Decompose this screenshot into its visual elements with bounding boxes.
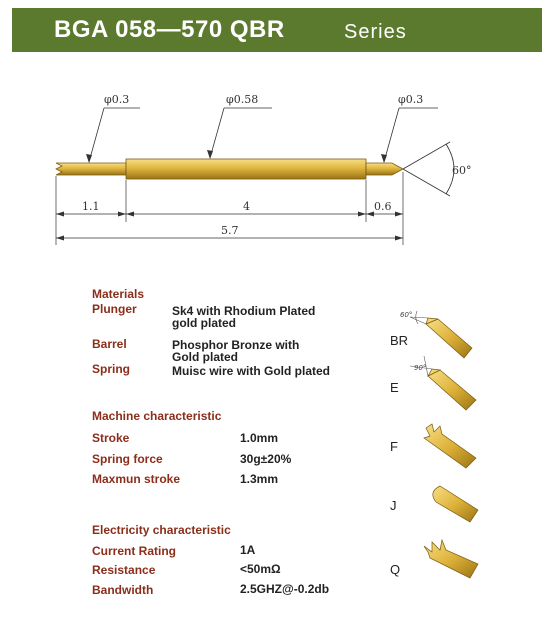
barrel-value: Phosphor Bronze with Gold plated	[172, 338, 300, 364]
plunger-label: Plunger	[92, 302, 137, 316]
spring-force-label: Spring force	[92, 452, 163, 466]
resistance-label: Resistance	[92, 563, 156, 577]
tip-f-label: F	[390, 439, 398, 454]
dia-left-label: φ0.3	[104, 93, 130, 106]
tip-q-label: Q	[390, 562, 401, 577]
tip-j-label: J	[390, 498, 397, 513]
tip-j-icon	[433, 486, 478, 522]
materials-heading: Materials	[92, 287, 145, 301]
tip-br-icon	[400, 311, 472, 358]
machine-heading: Machine characteristic	[92, 409, 222, 423]
max-stroke-label: Maxmun stroke	[92, 472, 181, 486]
angle-label: 60°	[452, 164, 472, 177]
dim-a-label: 1.1	[82, 200, 100, 213]
svg-text:90°: 90°	[414, 364, 427, 372]
bandwidth-value: 2.5GHZ@-0.2db	[240, 582, 330, 596]
stroke-value: 1.0mm	[240, 431, 279, 445]
tip-e-icon	[410, 356, 476, 410]
current-rating-value: 1A	[240, 543, 256, 557]
tip-q-icon	[424, 540, 478, 578]
electricity-heading: Electricity characteristic	[92, 523, 231, 537]
dim-b-label: 4	[243, 200, 250, 213]
dim-total-label: 5.7	[221, 224, 239, 237]
tip-f-icon	[424, 424, 476, 468]
series-word: Series	[344, 21, 407, 43]
stroke-label: Stroke	[92, 431, 130, 445]
dim-c-label: 0.6	[374, 200, 392, 213]
barrel-label: Barrel	[92, 337, 127, 351]
probe-drawing	[0, 60, 554, 260]
max-stroke-value: 1.3mm	[240, 472, 279, 486]
svg-text:60°: 60°	[400, 311, 413, 319]
spring-value: Muisc wire with Gold plated	[172, 364, 331, 378]
title-banner	[12, 8, 542, 52]
plunger-value: Sk4 with Rhodium Plated gold plated	[172, 304, 316, 330]
spring-label: Spring	[92, 362, 130, 376]
tip-e-label: E	[390, 380, 399, 395]
right-plunger	[366, 163, 403, 175]
current-rating-label: Current Rating	[92, 544, 176, 558]
series-model: BGA 058—570 QBR	[54, 16, 285, 43]
dia-right-label: φ0.3	[398, 93, 424, 106]
bandwidth-label: Bandwidth	[92, 583, 154, 597]
barrel	[126, 159, 366, 179]
dia-mid-label: φ0.58	[226, 93, 259, 106]
spring-force-value: 30g±20%	[240, 452, 292, 466]
resistance-value: <50mΩ	[240, 562, 281, 576]
left-plunger	[56, 163, 126, 175]
tip-br-label: BR	[390, 333, 409, 348]
